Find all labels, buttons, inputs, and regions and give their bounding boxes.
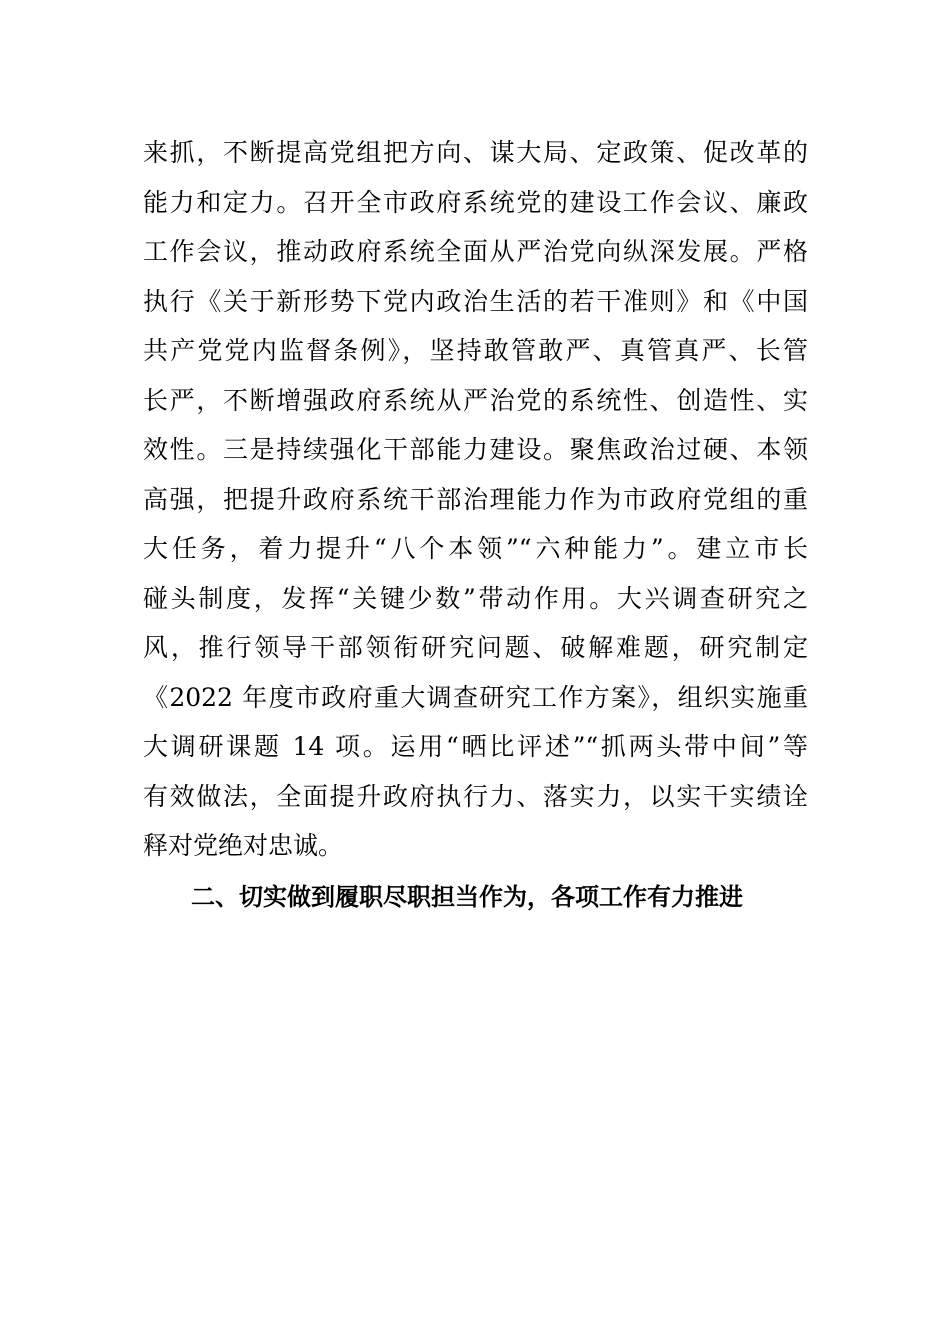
paragraph-line: 碰头制度，发挥“关键少数”带动作用。大兴调查研究之	[143, 583, 808, 613]
paragraph-line: 工作会议，推动政府系统全面从严治党向纵深发展。严格	[143, 237, 808, 266]
paragraph-line: 大任务，着力提升“八个本领”“六种能力”。建立市长	[143, 534, 808, 563]
section-heading: 二、切实做到履职尽职担当作为，各项工作有力推进	[191, 883, 743, 911]
paragraph-line: 执行《关于新形势下党内政治生活的若干准则》和《中国	[143, 286, 808, 316]
paragraph-line: 《2022 年度市政府重大调查研究工作方案》，组织实施重	[143, 682, 808, 712]
paragraph-line: 释对党绝对忠诚。	[143, 831, 344, 860]
body-paragraph	[143, 128, 808, 871]
paragraph-line: 大调研课题 14 项。运用“晒比评述”“抓两头带中间”等	[143, 732, 808, 761]
paragraph-line: 能力和定力。召开全市政府系统党的建设工作会议、廉政	[143, 187, 808, 217]
paragraph-line: 高强，把提升政府系统干部治理能力作为市政府党组的重	[143, 484, 808, 514]
paragraph-line: 长严，不断增强政府系统从严治党的系统性、创造性、实	[143, 385, 808, 415]
paragraph-line: 共产党党内监督条例》，坚持敢管敢严、真管真严、长管	[143, 336, 808, 365]
paragraph-line: 风，推行领导干部领衔研究问题、破解难题，研究制定	[143, 633, 808, 662]
paragraph-line: 有效做法，全面提升政府执行力、落实力，以实干实绩诠	[143, 781, 808, 811]
paragraph-line: 来抓，不断提高党组把方向、谋大局、定政策、促改革的	[143, 138, 808, 167]
paragraph-line: 效性。三是持续强化干部能力建设。聚焦政治过硬、本领	[143, 435, 808, 464]
